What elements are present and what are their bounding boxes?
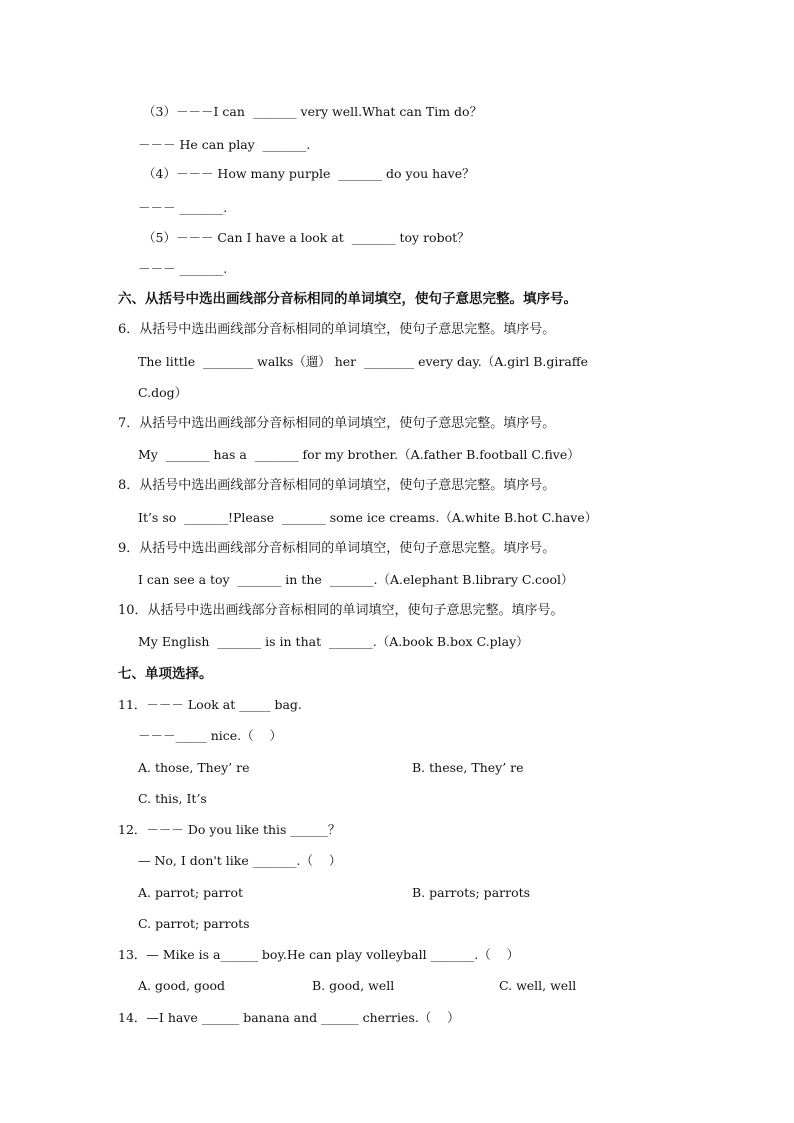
q9-sentence: I can see a toy _______ in the _______.（A.elephant B.library C.cool）	[138, 572, 574, 587]
q13-option-a: A. good, good	[138, 978, 226, 993]
q12-option-a: A. parrot; parrot	[138, 885, 244, 900]
q11-option-b: B. these, They’ re	[412, 760, 524, 775]
q7-sentence: My _______ has a _______ for my brother.（A.father B.football C.five）	[138, 447, 580, 462]
q12-question: 12．－－－ Do you like this ______？	[118, 822, 341, 837]
item4-question: （4）－－－ How many purple _______ do you have？	[143, 166, 475, 181]
section7-heading: 七、单项选择。	[118, 666, 213, 682]
item5-answer: －－－ _______.	[138, 261, 228, 276]
q11-option-c: C. this, It’s	[138, 791, 207, 806]
q6-options-cont: C.dog）	[138, 385, 188, 400]
q12-option-b: B. parrots; parrots	[412, 885, 531, 900]
q10-sentence: My English _______ is in that _______.（A.book B.box C.play）	[138, 634, 529, 649]
q11-question: 11．－－－ Look at _____ bag.	[118, 697, 302, 712]
q8-instruction: 8．从括号中选出画线部分音标相同的单词填空，使句子意思完整。填序号。	[118, 478, 556, 493]
q11-reply: －－－_____ nice.（ ）	[138, 728, 283, 743]
q13-question: 13．— Mike is a______ boy.He can play volleyball _______.（ ）	[118, 947, 520, 962]
item5-question: （5）－－－ Can I have a look at _______ toy robot？	[143, 230, 470, 245]
q8-sentence: It’s so _______!Please _______ some ice creams.（A.white B.hot C.have）	[138, 510, 598, 525]
q7-instruction: 7．从括号中选出画线部分音标相同的单词填空，使句子意思完整。填序号。	[118, 416, 556, 431]
item3-question: （3）－－－I can _______ very well.What can Tim do？	[143, 104, 483, 119]
item3-answer: －－－ He can play _______.	[138, 137, 311, 152]
q13-option-b: B. good, well	[312, 978, 395, 993]
q6-sentence: The little ________ walks（遛） her ________ every day.（A.girl B.giraffe	[138, 354, 589, 369]
q11-option-a: A. those, They’ re	[138, 760, 250, 775]
item4-answer: －－－ _______.	[138, 200, 228, 215]
q9-instruction: 9．从括号中选出画线部分音标相同的单词填空，使句子意思完整。填序号。	[118, 541, 556, 556]
q13-option-c: C. well, well	[499, 978, 577, 993]
q6-instruction: 6．从括号中选出画线部分音标相同的单词填空，使句子意思完整。填序号。	[118, 322, 556, 337]
q14-question: 14．—I have ______ banana and ______ cherries.（ ）	[118, 1010, 460, 1025]
q12-reply: — No, I don't like _______.（ ）	[138, 853, 342, 868]
section6-heading: 六、从括号中选出画线部分音标相同的单词填空，使句子意思完整。填序号。	[118, 291, 577, 307]
q10-instruction: 10．从括号中选出画线部分音标相同的单词填空，使句子意思完整。填序号。	[118, 603, 564, 618]
q12-option-c: C. parrot; parrots	[138, 916, 250, 931]
